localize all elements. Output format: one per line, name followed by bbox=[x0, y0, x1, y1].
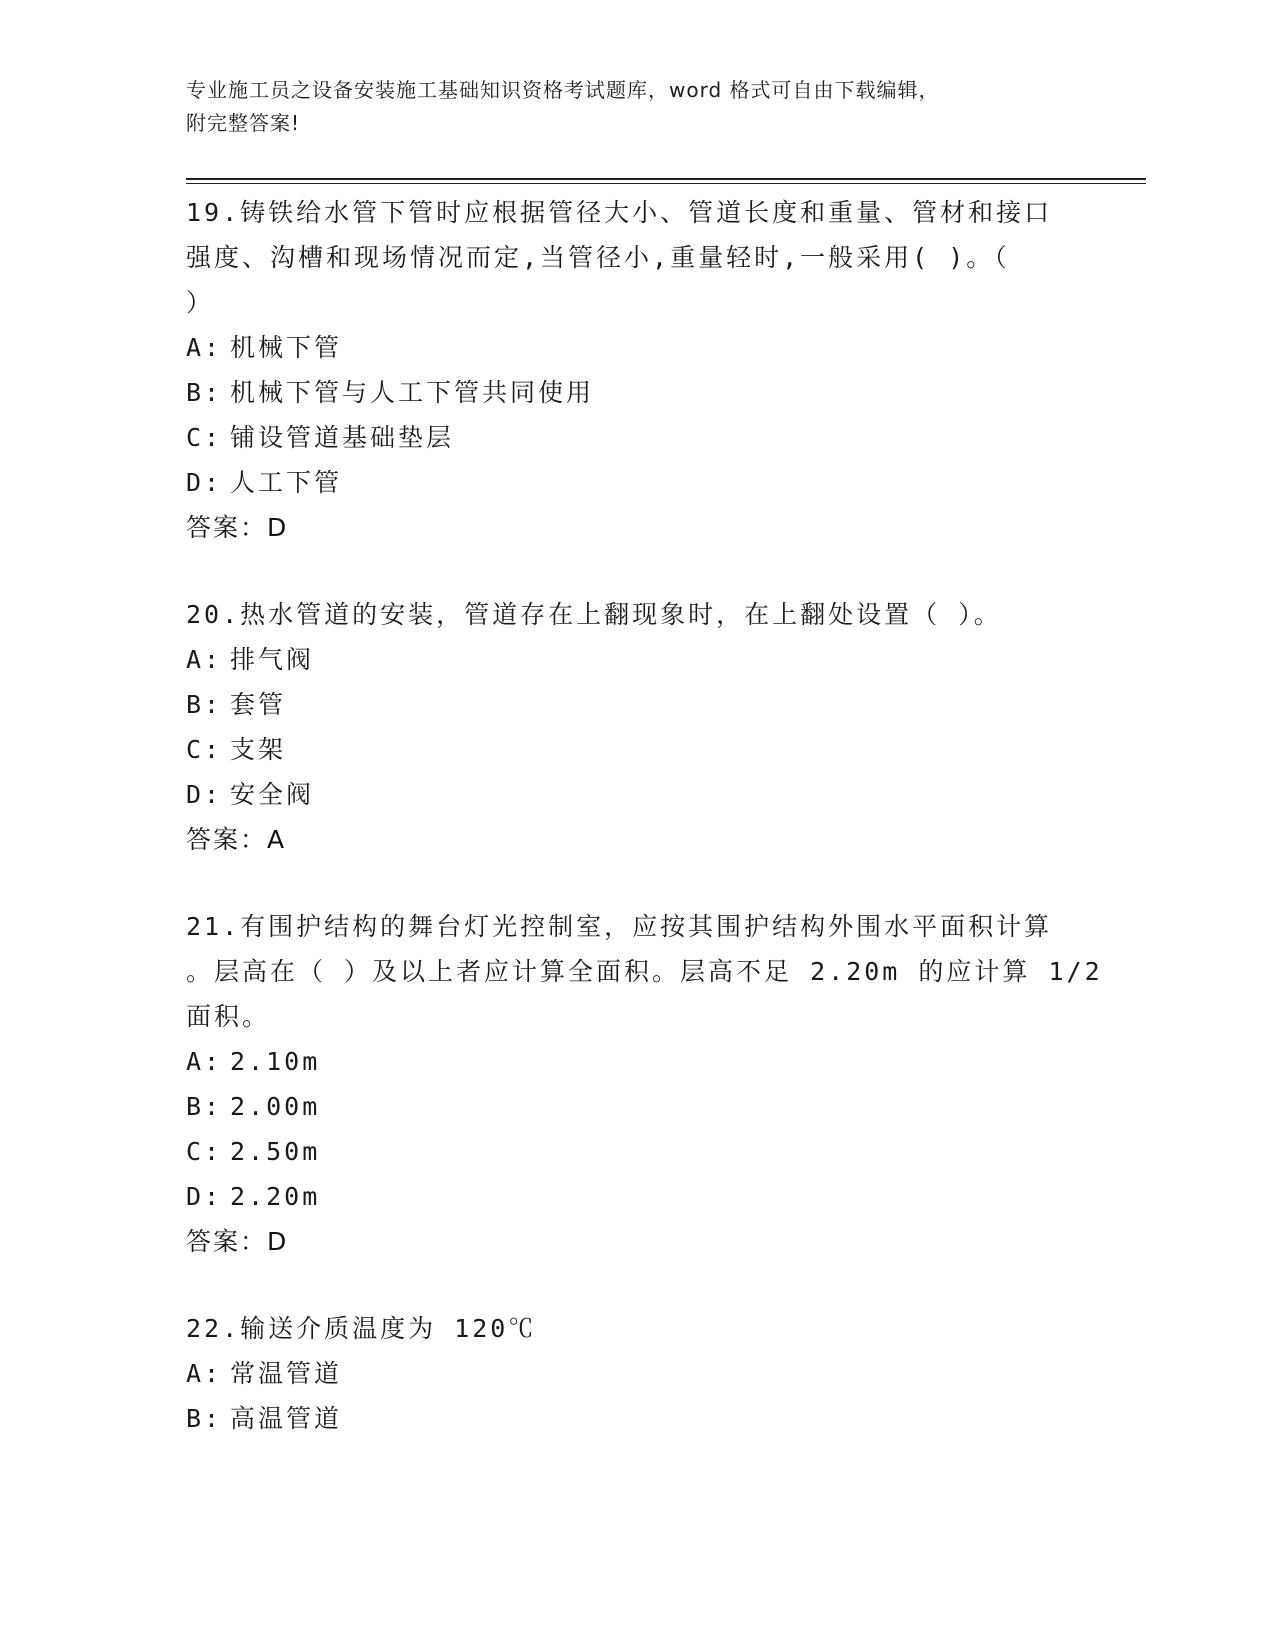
option-a bbox=[186, 637, 1086, 682]
question-item bbox=[186, 1306, 1086, 1441]
option-letter: A: bbox=[186, 333, 223, 362]
question-text: 20.热水管道的安装，管道存在上翻现象时，在上翻处设置（ ）。 bbox=[186, 600, 1002, 629]
option-d bbox=[186, 460, 1086, 505]
question-list bbox=[186, 190, 1103, 1483]
option-a bbox=[186, 1039, 1086, 1084]
document-header bbox=[186, 74, 1066, 140]
option-b bbox=[186, 1396, 1086, 1441]
option-text: 2.10m bbox=[230, 1047, 321, 1076]
header-line: 附完整答案! bbox=[186, 111, 301, 135]
option-letter: B: bbox=[186, 378, 223, 407]
option-letter: B: bbox=[186, 1404, 223, 1433]
option-c bbox=[186, 1129, 1086, 1174]
option-c bbox=[186, 415, 1086, 460]
question-text: 19.铸铁给水管下管时应根据管径大小、管道长度和重量、管材和接口 bbox=[186, 198, 1053, 227]
option-letter: C: bbox=[186, 1137, 223, 1166]
option-c bbox=[186, 727, 1086, 772]
option-text: 套管 bbox=[230, 690, 287, 719]
option-text: 支架 bbox=[230, 735, 287, 764]
option-text: 2.50m bbox=[230, 1137, 321, 1166]
question-item bbox=[186, 592, 1086, 862]
option-text: 2.20m bbox=[230, 1182, 321, 1211]
option-letter: D: bbox=[186, 1182, 223, 1211]
option-letter: C: bbox=[186, 735, 223, 764]
option-a bbox=[186, 1351, 1086, 1396]
option-text: 人工下管 bbox=[230, 468, 343, 497]
question-item bbox=[186, 190, 1086, 550]
option-letter: A: bbox=[186, 1047, 223, 1076]
option-text: 铺设管道基础垫层 bbox=[230, 423, 455, 452]
option-d bbox=[186, 1174, 1086, 1219]
header-divider bbox=[186, 178, 1146, 180]
option-text: 机械下管 bbox=[230, 333, 343, 362]
answer-line: 答案：A bbox=[186, 825, 287, 854]
option-b bbox=[186, 1084, 1086, 1129]
option-text: 常温管道 bbox=[230, 1359, 343, 1388]
header-line: 专业施工员之设备安装施工基础知识资格考试题库，word 格式可自由下载编辑， bbox=[186, 78, 940, 102]
option-letter: D: bbox=[186, 468, 223, 497]
question-text: 。层高在（ ）及以上者应计算全面积。层高不足 2.20m 的应计算 1/2 bbox=[186, 957, 1103, 986]
option-letter: A: bbox=[186, 645, 223, 674]
question-text: 面积。 bbox=[186, 1002, 271, 1031]
answer-line: 答案：D bbox=[186, 1227, 289, 1256]
option-letter: D: bbox=[186, 780, 223, 809]
option-a bbox=[186, 325, 1086, 370]
question-text: 强度、沟槽和现场情况而定,当管径小,重量轻时,一般采用( )。（ bbox=[186, 243, 1010, 272]
option-text: 高温管道 bbox=[230, 1404, 343, 1433]
question-item bbox=[186, 904, 1103, 1264]
question-text: 22.输送介质温度为 120℃ bbox=[186, 1314, 537, 1343]
option-b bbox=[186, 370, 1086, 415]
option-b bbox=[186, 682, 1086, 727]
option-d bbox=[186, 772, 1086, 817]
option-letter: B: bbox=[186, 1092, 223, 1121]
answer-line: 答案：D bbox=[186, 513, 289, 542]
option-letter: C: bbox=[186, 423, 223, 452]
option-letter: B: bbox=[186, 690, 223, 719]
header-divider bbox=[186, 183, 1146, 184]
option-letter: A: bbox=[186, 1359, 223, 1388]
question-text: 21.有围护结构的舞台灯光控制室，应按其围护结构外围水平面积计算 bbox=[186, 912, 1053, 941]
option-text: 安全阀 bbox=[230, 780, 315, 809]
option-text: 机械下管与人工下管共同使用 bbox=[230, 378, 595, 407]
option-text: 排气阀 bbox=[230, 645, 315, 674]
question-text: ） bbox=[186, 288, 215, 317]
option-text: 2.00m bbox=[230, 1092, 321, 1121]
